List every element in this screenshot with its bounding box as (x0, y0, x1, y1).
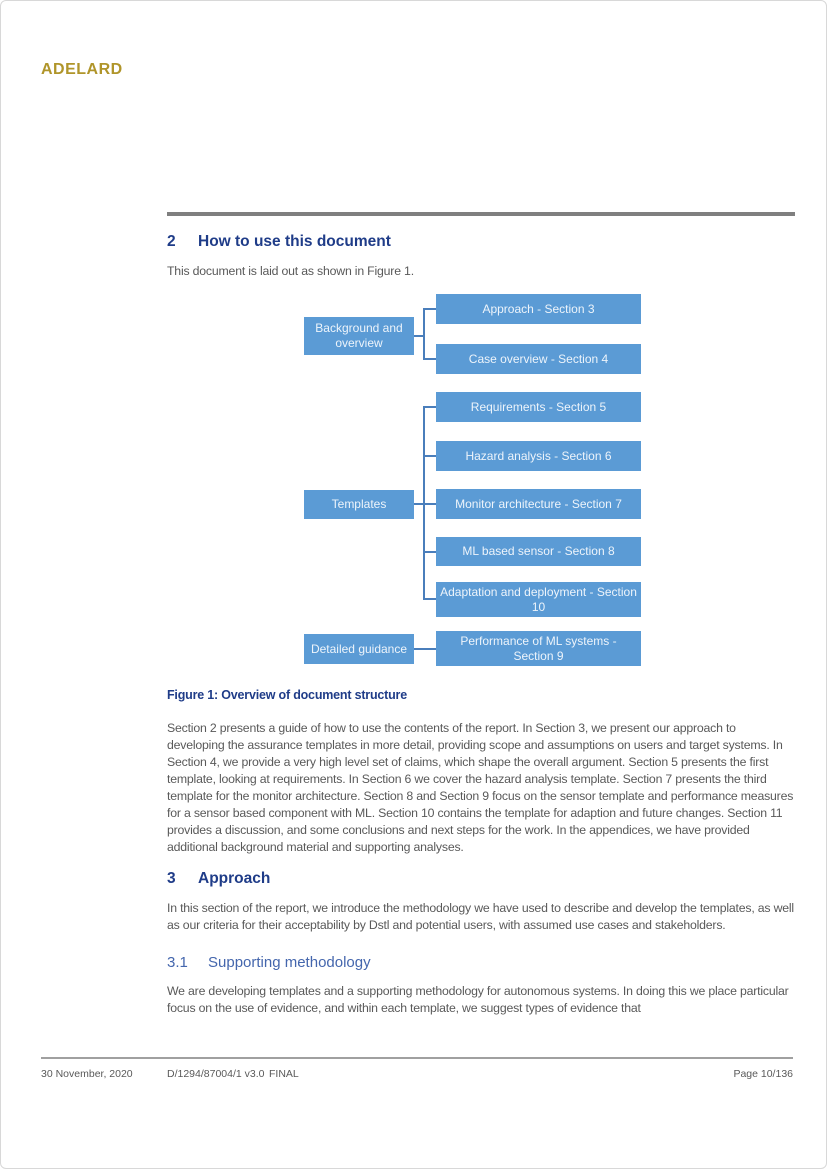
page-content (167, 1, 795, 1031)
connector-line (423, 551, 436, 553)
section-divider-rule (167, 212, 795, 216)
page-footer (41, 1057, 793, 1082)
section-3-number: 3 (167, 870, 176, 887)
diagram-child-box-hazard-analysis: Hazard analysis - Section 6 (436, 441, 641, 471)
section-3-1-title: Supporting methodology (208, 954, 371, 971)
connector-line (423, 598, 436, 600)
connector-line (423, 308, 425, 360)
diagram-child-box-case-overview: Case overview - Section 4 (436, 344, 641, 374)
section-2-title: How to use this document (198, 233, 391, 250)
diagram-child-box-adaptation-deployment: Adaptation and deployment - Section 10 (436, 582, 641, 617)
section-2-body: Section 2 presents a guide of how to use the contents of the report. In Section 3, we present our approach to developing the assurance templates in more detail, providing scope and assumptions on users and target systems. In Section 4, we provide a very high level set of claims, which shape the overall argument. Section 5 presents the first template, looking at requirements. In Section 6 we cover the hazard analysis template. Section 7 presents the third template for the monitor architecture. Section 8 and Section 9 focus on the sensor template and performance measures for a sensor based component with ML. Section 10 contains the template for adaption and future changes. Section 11 provides a discussion, and some conclusions and next steps for the work. In the appendices, we have provided additional background material and supporting analyses. (167, 721, 794, 854)
connector-line (414, 648, 436, 650)
footer-row (41, 1068, 793, 1082)
diagram-child-box-monitor-architecture: Monitor architecture - Section 7 (436, 489, 641, 519)
diagram-group-box-detailed-guidance: Detailed guidance (304, 634, 414, 664)
footer-status: FINAL (269, 1068, 299, 1080)
connector-line (414, 503, 423, 505)
section-2-intro: This document is laid out as shown in Figure 1. (167, 264, 414, 278)
footer-divider-rule (41, 1057, 793, 1059)
figure-1-diagram (167, 292, 795, 670)
diagram-child-box-ml-based-sensor: ML based sensor - Section 8 (436, 537, 641, 566)
section-3-heading (167, 870, 795, 888)
section-3-1-heading (167, 954, 795, 971)
section-3-body: In this section of the report, we introduce the methodology we have used to describe and develop the templates, as well as our criteria for their acceptability by Dstl and potential users, with assumed use cases and stakeholders. (167, 901, 794, 932)
adelard-logo: ADELARD (41, 61, 123, 78)
footer-page-number: Page 10/136 (733, 1068, 793, 1080)
connector-line (423, 406, 436, 408)
connector-line (423, 455, 436, 457)
section-3-1-number: 3.1 (167, 954, 188, 971)
footer-date: 30 November, 2020 (41, 1068, 133, 1080)
diagram-group-box-background-overview: Background and overview (304, 317, 414, 355)
diagram-child-box-requirements: Requirements - Section 5 (436, 392, 641, 422)
connector-line (423, 308, 436, 310)
section-2-number: 2 (167, 233, 176, 250)
figure-1-caption: Figure 1: Overview of document structure (167, 688, 407, 702)
section-3-1-body: We are developing templates and a supporting methodology for autonomous systems. In doing this we place particular focus on the use of evidence, and within each template, we suggest types of evidence that (167, 984, 789, 1015)
section-3-title: Approach (198, 870, 271, 887)
connector-line (414, 335, 423, 337)
section-2-heading (167, 233, 795, 251)
diagram-group-box-templates: Templates (304, 490, 414, 519)
diagram-child-box-performance-ml: Performance of ML systems - Section 9 (436, 631, 641, 666)
footer-doc-ref: D/1294/87004/1 v3.0 (167, 1068, 265, 1080)
connector-line (423, 358, 436, 360)
diagram-child-box-approach: Approach - Section 3 (436, 294, 641, 324)
connector-line (423, 503, 436, 505)
